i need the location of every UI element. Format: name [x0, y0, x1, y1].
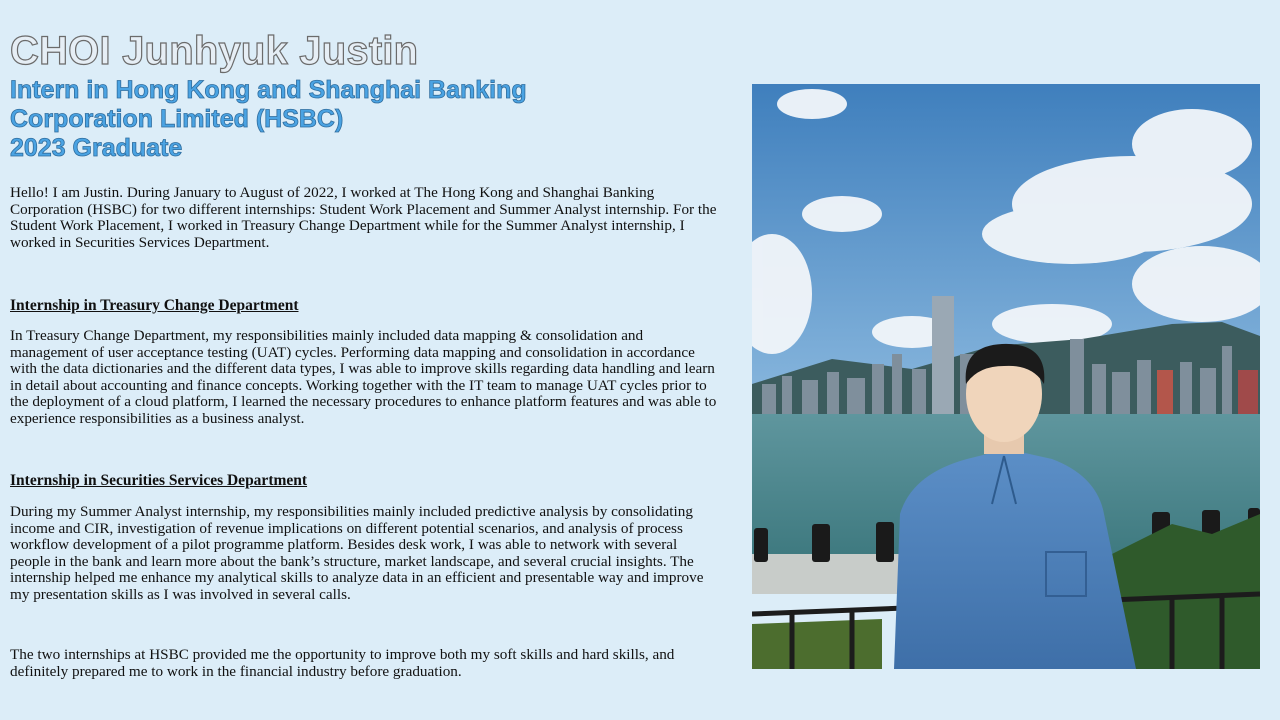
section-body-securities: During my Summer Analyst internship, my responsibilities mainly included predictive analysis by consolidating income and CIR, investigation of revenue implications on different potential scenarios, and analysis of process workflow development of a pilot programme platform. Besides desk work, I was able to network with several people in the bank and learn more about the bank’s structure, market landscape, and several crucial insights. The internship helped me enhance my analytical skills to analyze data in an efficient and presentable way and improve my presentation skills as I was involved in several calls.: [10, 503, 704, 603]
conclusion-paragraph: The two internships at HSBC provided me the opportunity to improve both my soft skills and hard skills, and definitely prepared me to work in the financial industry before graduation.: [10, 646, 675, 680]
person-name: CHOI Junhyuk Justin: [10, 29, 419, 73]
role-line: Intern in Hong Kong and Shanghai Banking: [10, 76, 527, 104]
section-heading-securities: Internship in Securities Services Department: [10, 472, 308, 489]
role-line: 2023 Graduate: [10, 134, 183, 162]
portrait-photo: [752, 84, 1260, 669]
role-title: [10, 76, 650, 163]
intro-paragraph: Hello! I am Justin. During January to August of 2022, I worked at The Hong Kong and Shanghai Banking Corporation (HSBC) for two different internships: Student Work Placement and Summer Analyst internship. For the Student Work Placement, I worked in Treasury Change Department while for the Summer Analyst internship, I worked in Securities Services Department.: [10, 184, 717, 251]
role-line: Corporation Limited (HSBC): [10, 105, 344, 133]
section-heading-treasury: Internship in Treasury Change Department: [10, 297, 299, 314]
section-body-treasury: In Treasury Change Department, my responsibilities mainly included data mapping & consolidation and management of user acceptance testing (UAT) cycles. Performing data mapping and consolidation in accordance with the data dictionaries and the different data types, I was able to improve skills regarding data handling and learn in detail about accounting and finance concepts. Working together with the IT team to manage UAT cycles prior to the deployment of a cloud platform, I learned the necessary procedures to enhance platform features and was able to experience responsibilities as a business analyst.: [10, 327, 717, 427]
